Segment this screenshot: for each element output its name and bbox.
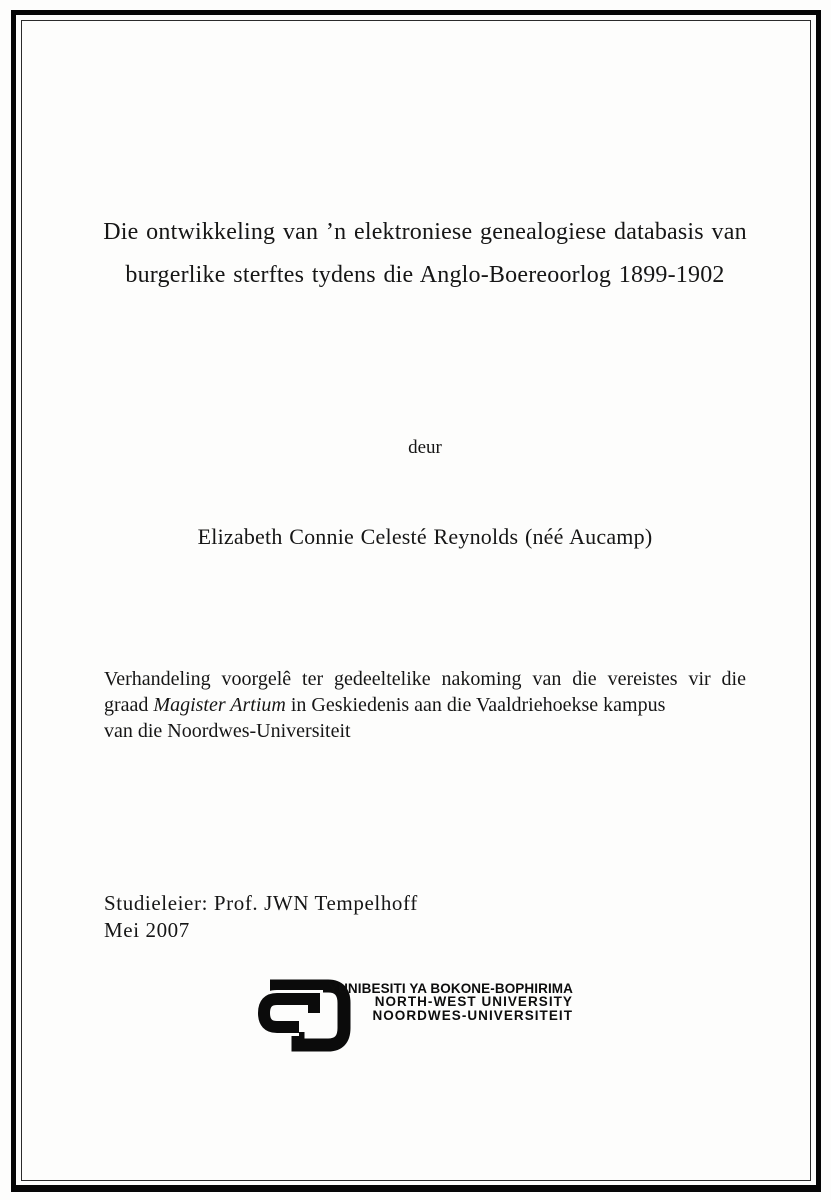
- byline-deur: deur: [408, 437, 442, 458]
- statement-line2-pre: graad: [104, 694, 154, 716]
- statement-line1: Verhandeling voorgelê ter gedeeltelike nakoming van die vereistes vir die: [104, 668, 746, 690]
- date-line: Mei 2007: [104, 918, 190, 942]
- logo-line-english: NORTH-WEST UNIVERSITY: [374, 994, 573, 1010]
- thesis-title-line2: burgerlike sterftes tydens die Anglo-Boereoorlog 1899-1902: [125, 262, 725, 288]
- supervisor-line: Studieleier: Prof. JWN Tempelhoff: [104, 891, 418, 915]
- university-logo-wordmark: [329, 982, 573, 1022]
- statement-line2-post: in Geskiedenis aan die Vaaldriehoekse kampus: [285, 694, 666, 716]
- statement-line2: [104, 692, 746, 718]
- statement-line3: van die Noordwes-Universiteit: [104, 720, 351, 742]
- thesis-title-line1: Die ontwikkeling van ’n elektroniese genealogiese databasis van: [103, 219, 747, 245]
- thesis-statement: [104, 666, 746, 744]
- thesis-title: [93, 211, 757, 297]
- university-logo: [257, 977, 573, 1057]
- supervisor-block: [104, 890, 418, 944]
- logo-line-setswana: YUNIBESITI YA BOKONE-BOPHIRIMA: [328, 981, 573, 996]
- logo-line-afrikaans: NOORDWES-UNIVERSITEIT: [372, 1007, 573, 1023]
- author-name: Elizabeth Connie Celesté Reynolds (néé Aucamp): [197, 524, 653, 549]
- statement-degree-name: Magister Artium: [153, 694, 286, 716]
